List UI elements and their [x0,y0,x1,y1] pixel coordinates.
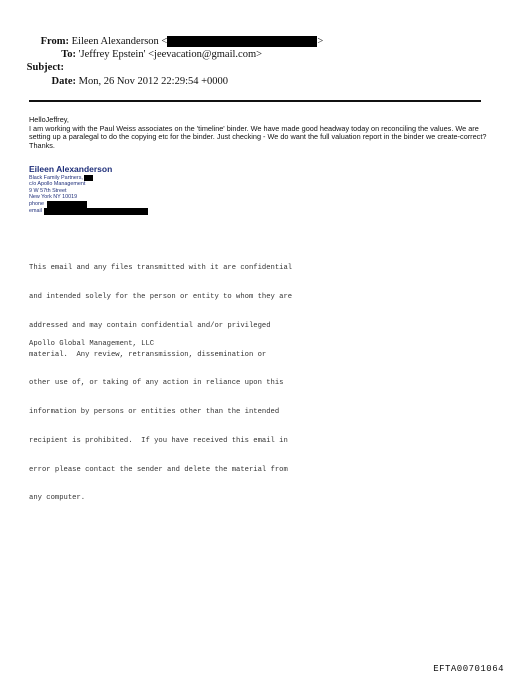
bates-number: EFTA00701064 [433,664,504,674]
redaction-bar [47,201,87,208]
greeting: HelloJeffrey, [29,115,69,124]
disclaimer-line: and intended solely for the person or entity to whom they are [29,292,293,301]
message-body [29,116,489,150]
signature-street: 9 W 57th Street [29,187,67,194]
disclaimer-line: error please contact the sender and delete the material from [29,465,288,474]
from-label: From: [40,36,69,47]
confidentiality-disclaimer [29,245,349,514]
date-label: Date: [51,76,76,87]
from-value: Eileen Alexanderson < [71,36,168,47]
signature-email-label: email [29,207,42,214]
disclaimer-line: any computer. [29,494,86,503]
subject-row [0,62,64,74]
signature-city: New York NY 10019 [29,194,78,201]
disclaimer-line: material. Any review, retransmission, dissemination or [29,350,267,359]
disclaimer-line: This email and any files transmitted with it are confidential [29,264,293,273]
signature-phone-row [29,201,148,208]
disclaimer-line: recipient is prohibited. If you have received this email in [29,436,288,445]
date-row [0,76,228,88]
to-row [0,49,262,61]
disclaimer-line: other use of, or taking of any action in reliance upon this [29,379,284,388]
organization-name: Apollo Global Management, LLC [29,340,155,348]
to-value: 'Jeffrey Epstein' <jeevacation@gmail.com> [78,49,263,60]
to-label: To: [61,49,76,60]
signature-care-of: c/o Apollo Management [29,181,86,188]
from-value-end: > [317,36,324,47]
header-divider [29,100,481,102]
date-value: Mon, 26 Nov 2012 22:29:54 +0000 [78,76,229,87]
redaction-bar [167,36,317,47]
redaction-bar [84,175,93,181]
redaction-bar [44,208,148,215]
signature-name: Eileen Alexanderson [29,164,113,174]
disclaimer-line: addressed and may contain confidential and/or privileged [29,321,271,330]
signature-company: Black Family Partners, [29,175,83,181]
disclaimer-line: information by persons or entities other than the intended [29,408,280,417]
signature-email-row [29,208,148,215]
subject-label: Subject: [26,62,64,73]
signature-block [29,164,148,215]
signature-phone-label: phone [29,200,44,207]
message-text: I am working with the Paul Weiss associates on the 'timeline' binder. We have made good headway today on reconciling the values. We are setting up a paralegal to do the copying etc for the binder. Just checking - We do want the full valuation report in the binder we create-correct? Thanks. [29,123,487,150]
from-row [0,36,323,48]
